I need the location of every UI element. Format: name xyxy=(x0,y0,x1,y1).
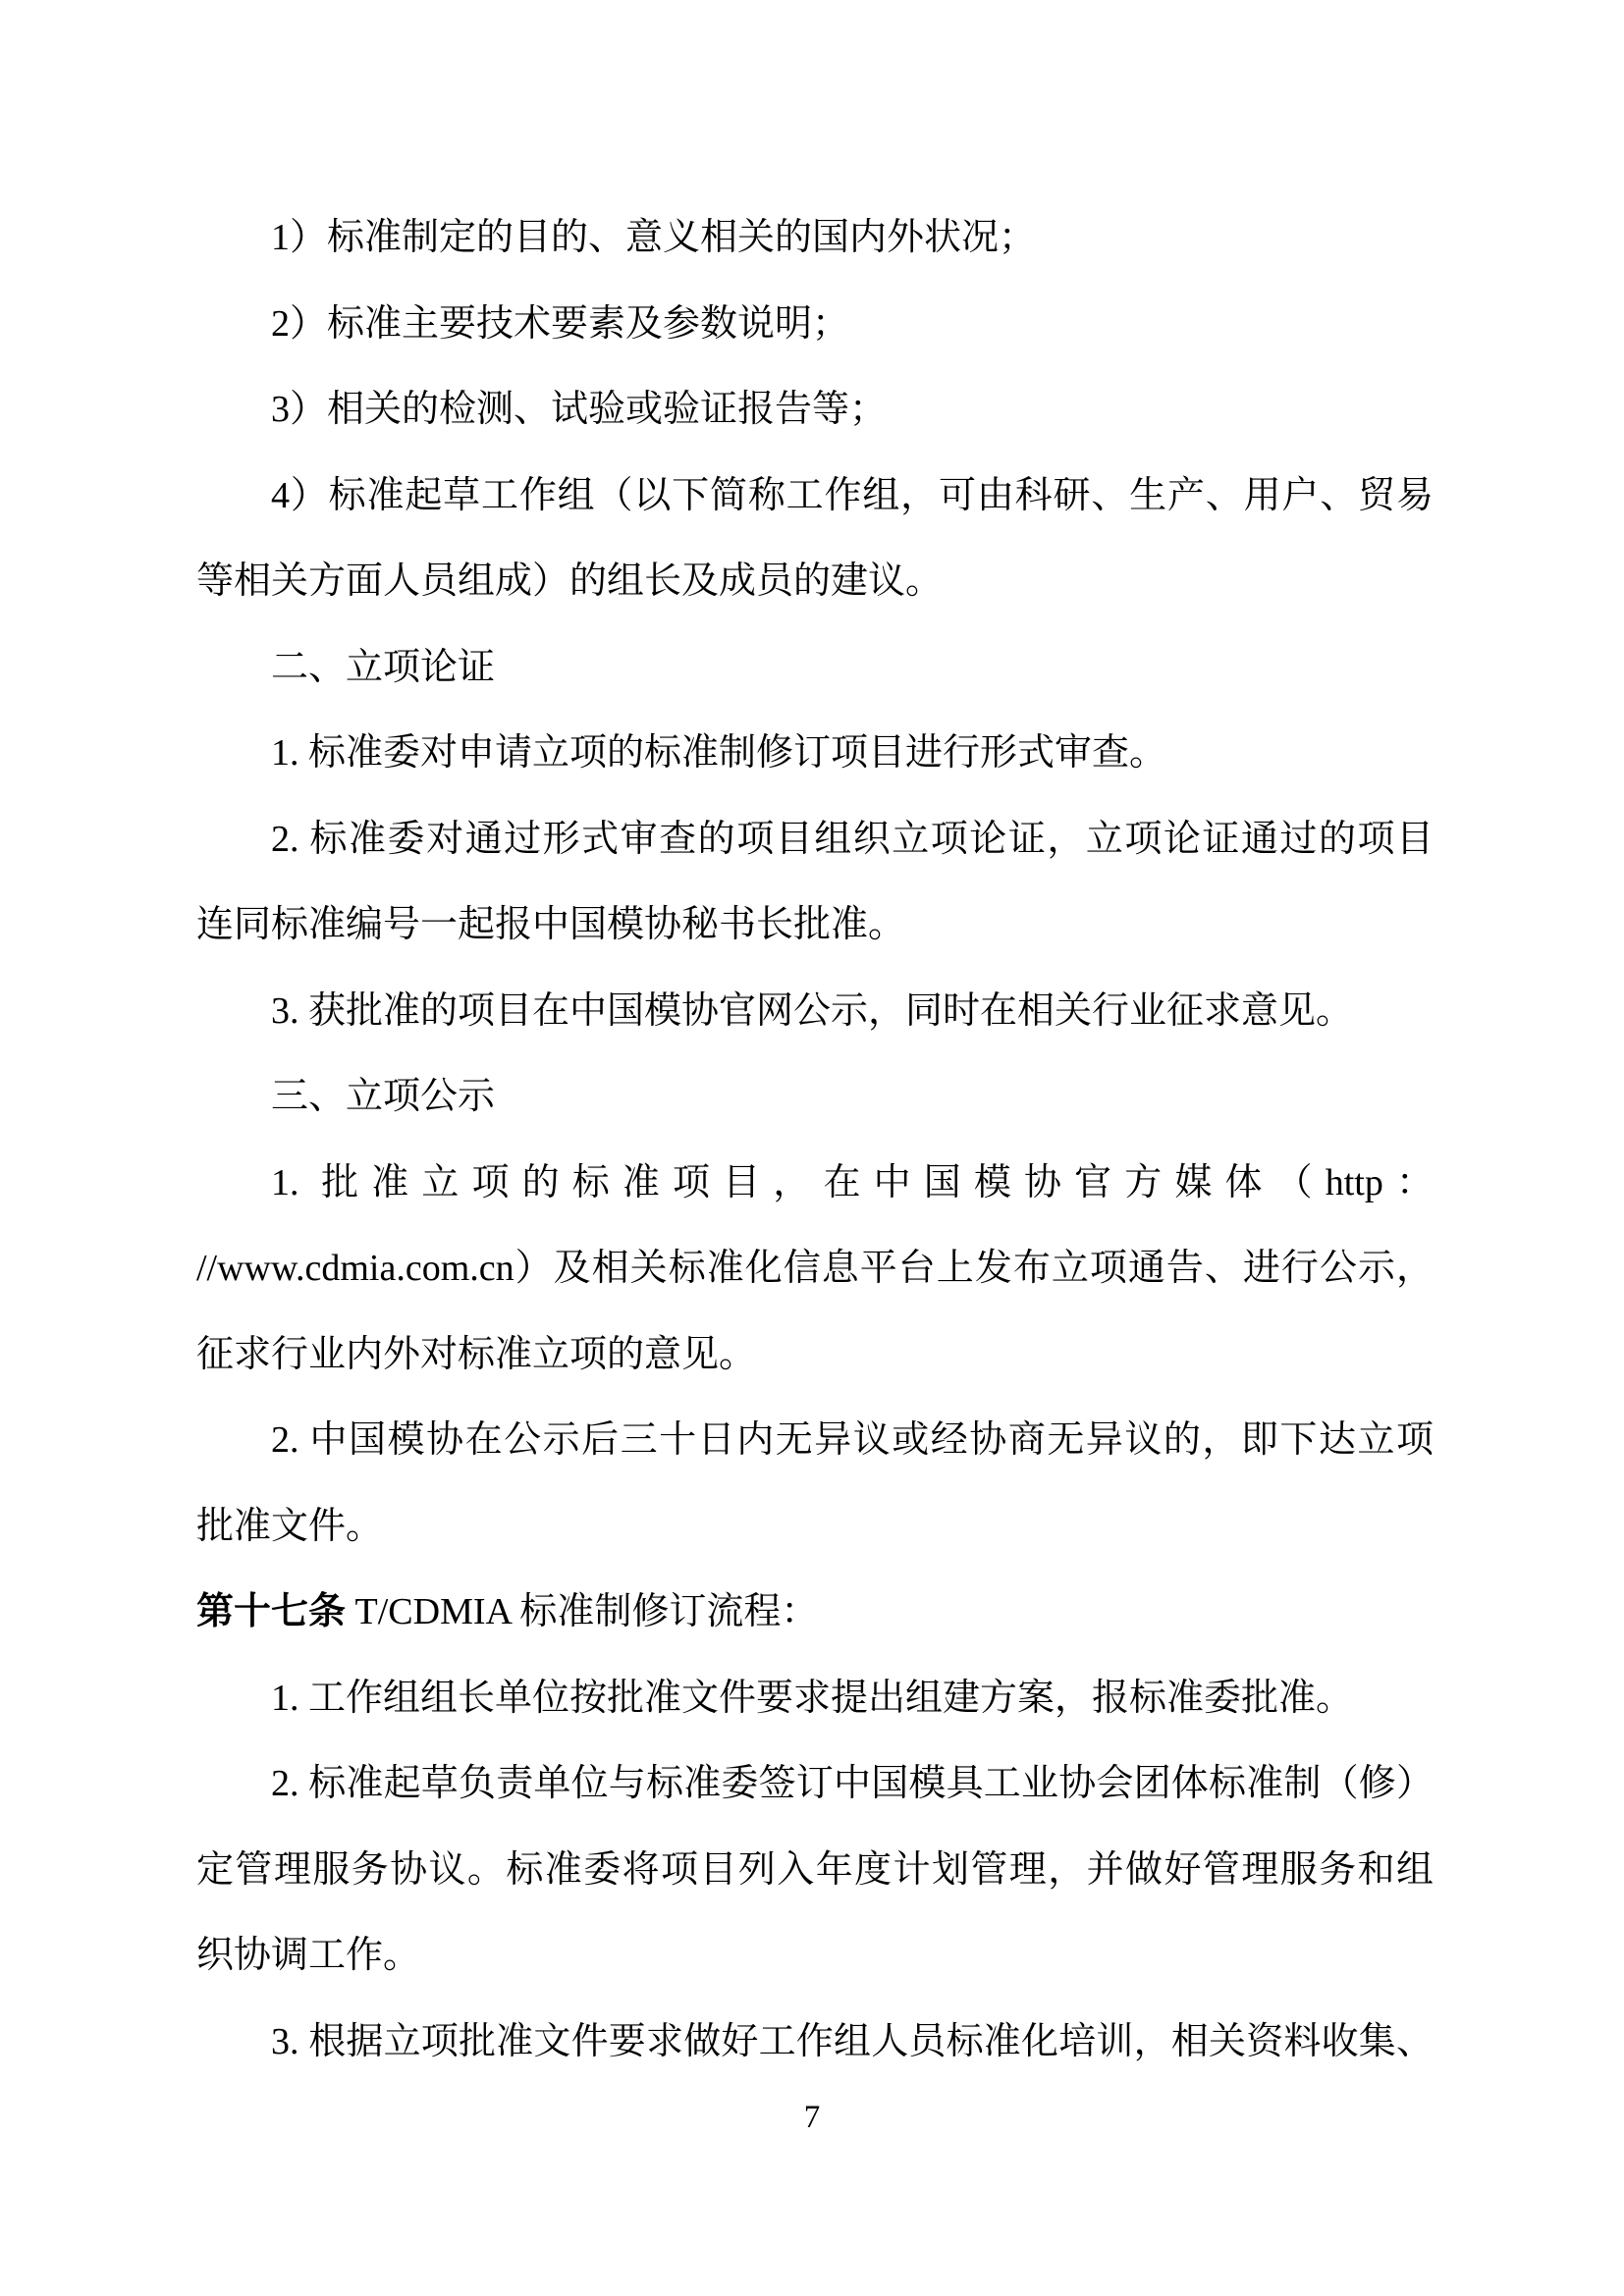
paragraph-line: 2. 标准委对通过形式审查的项目组织立项论证，立项论证通过的项目 xyxy=(271,818,1434,860)
section-heading: 三、立项公示 xyxy=(271,1076,496,1117)
paragraph-line: 征求行业内外对标准立项的意见。 xyxy=(196,1333,757,1375)
page-number: 7 xyxy=(803,2100,821,2135)
paragraph-line: 2. 标准起草负责单位与标准委签订中国模具工业协会团体标准制（修） xyxy=(271,1763,1434,1804)
paragraph-line: 4）标准起草工作组（以下简称工作组，可由科研、生产、用户、贸易 xyxy=(271,474,1434,516)
paragraph-line: 定管理服务协议。标准委将项目列入年度计划管理，并做好管理服务和组 xyxy=(196,1848,1434,1891)
section-heading: 二、立项论证 xyxy=(271,646,496,688)
paragraph-line: 3）相关的检测、试验或验证报告等； xyxy=(271,389,888,430)
paragraph-line: 3. 根据立项批准文件要求做好工作组人员标准化培训，相关资料收集、 xyxy=(271,2020,1434,2062)
article-heading xyxy=(196,1570,1434,1656)
paragraph-line: 1. 标准委对申请立项的标准制修订项目进行形式审查。 xyxy=(271,732,1167,774)
paragraph-line: 等相关方面人员组成）的组长及成员的建议。 xyxy=(196,561,944,602)
paragraph-line: 织协调工作。 xyxy=(196,1935,421,1976)
paragraph-line: 1）标准制定的目的、意义相关的国内外状况； xyxy=(271,217,1037,258)
paragraph-line: 2. 中国模协在公示后三十日内无异议或经协商无异议的，即下达立项 xyxy=(271,1419,1434,1461)
paragraph-line: 1. 工作组组长单位按批准文件要求提出组建方案，报标准委批准。 xyxy=(271,1677,1354,1719)
paragraph-line: 连同标准编号一起报中国模协秘书长批准。 xyxy=(196,904,906,945)
paragraph-line: 3. 获批准的项目在中国模协官网公示，同时在相关行业征求意见。 xyxy=(271,989,1354,1032)
paragraph-line: 批准文件。 xyxy=(196,1505,384,1547)
article-number: 第十七条 xyxy=(196,1591,347,1632)
document-body xyxy=(196,195,1434,2085)
paragraph-line: //www.cdmia.com.cn）及相关标准化信息平台上发布立项通告、进行公示， xyxy=(196,1248,1434,1289)
article-title: T/CDMIA 标准制修订流程： xyxy=(346,1591,819,1632)
paragraph-line: 2）标准主要技术要素及参数说明； xyxy=(271,302,850,345)
paragraph-line: 1. 批准立项的标准项目，在中国模协官方媒体（http： xyxy=(271,1161,1434,1203)
